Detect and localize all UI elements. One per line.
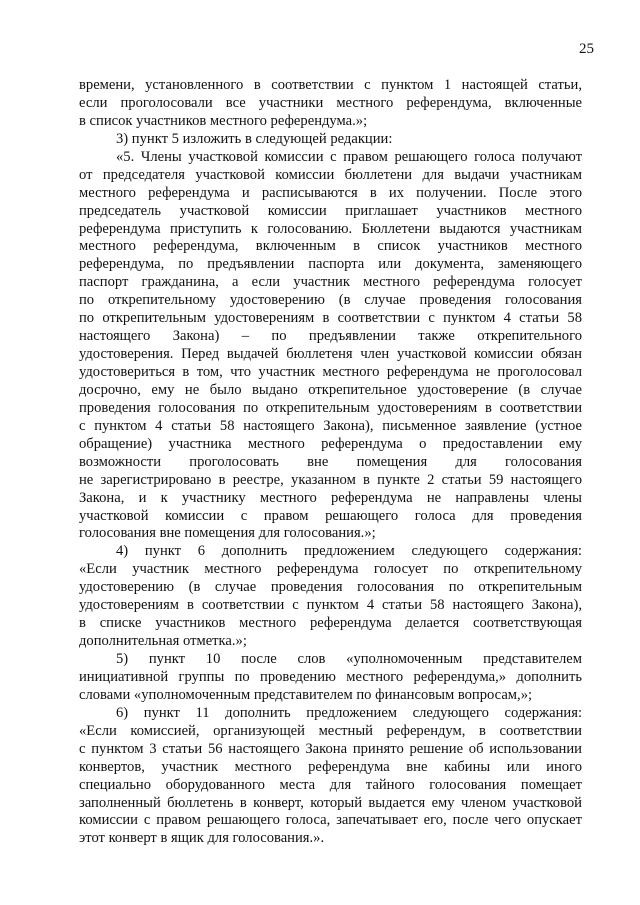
text-line: возможности проголосовать вне помещения для голосования bbox=[79, 453, 582, 470]
text-line: от председателя участковой комиссии бюллетени для выдачи участникам bbox=[79, 166, 582, 183]
text-line: обращение) участника местного референдума о предоставлении ему bbox=[79, 435, 582, 452]
text-line: 6) пункт 11 дополнить предложением следующего содержания: bbox=[116, 704, 582, 721]
text-line: с пунктом 3 статьи 56 настоящего Закона принято решение об использовании bbox=[79, 740, 582, 757]
text-line: с пунктом 4 статьи 58 настоящего Закона), письменное заявление (устное bbox=[79, 417, 582, 434]
text-line: Закона, и к участнику местного референдума не направлены члены bbox=[79, 489, 582, 506]
text-line: удостоверениям в соответствии с пунктом 4 статьи 58 настоящего Закона), bbox=[79, 597, 582, 614]
text-line: конвертов, участник местного референдума вне кабины или иного bbox=[79, 758, 582, 775]
text-line: инициативной группы по проведению местного референдума,» дополнить bbox=[79, 668, 582, 685]
text-line: председатель участковой комиссии приглашает участников местного bbox=[79, 202, 582, 219]
text-line: дополнительная отметка.»; bbox=[79, 633, 247, 650]
text-line: не зарегистрировано в реестре, указанном в пункте 2 статьи 59 настоящего bbox=[79, 471, 582, 488]
text-line: настоящего Закона) – по предъявлении также открепительного bbox=[79, 328, 582, 345]
text-line: удостоверения. Перед выдачей бюллетеня член участковой комиссии обязан bbox=[79, 346, 582, 363]
text-line: по открепительному удостоверению (в случае проведения голосования bbox=[79, 292, 582, 309]
page-number: 25 bbox=[579, 41, 594, 57]
text-line: в список участников местного референдума.»; bbox=[79, 112, 368, 129]
text-line: местного референдума, включенным в список участников местного bbox=[79, 238, 582, 255]
text-line: специально оборудованного места для тайного голосования помещает bbox=[79, 776, 582, 793]
text-line: если проголосовали все участники местного референдума, включенные bbox=[79, 94, 582, 111]
text-line: удостовериться в том, что участник местного референдума не проголосовал bbox=[79, 364, 582, 380]
text-line: этот конверт в ящик для голосования.». bbox=[79, 830, 325, 847]
text-line: «Если комиссией, организующей местный референдум, в соответствии bbox=[79, 722, 582, 739]
text-line: референдума приступить к голосованию. Бюллетени выдаются участникам bbox=[79, 220, 582, 237]
text-line: времени, установленного в соответствии с пунктом 1 настоящей статьи, bbox=[79, 77, 582, 93]
text-line: комиссии с правом решающего голоса, запечатывает его, после чего опускает bbox=[79, 812, 582, 829]
text-line: паспорт гражданина, а если участник местного референдума голосует bbox=[79, 274, 582, 291]
text-line: 5) пункт 10 после слов «уполномоченным представителем bbox=[116, 651, 582, 667]
text-line: участковой комиссии с правом решающего голоса для проведения bbox=[79, 507, 582, 524]
text-line: «5. Члены участковой комиссии с правом решающего голоса получают bbox=[116, 148, 582, 165]
text-line: по открепительным удостоверениям в соответствии с пунктом 4 статьи 58 bbox=[79, 310, 582, 327]
text-line: удостоверению (в случае проведения голосования по открепительным bbox=[79, 579, 582, 596]
text-line: местного референдума и расписываются в их получении. После этого bbox=[79, 184, 582, 201]
text-line: заполненный бюллетень в конверт, который выдается ему членом участковой bbox=[79, 794, 582, 811]
text-line: в списке участников местного референдума делается соответствующая bbox=[79, 615, 582, 632]
text-line: 3) пункт 5 изложить в следующей редакции: bbox=[116, 130, 393, 147]
text-line: 4) пункт 6 дополнить предложением следующего содержания: bbox=[116, 543, 582, 560]
text-line: досрочно, ему не было выдано открепительное удостоверение (в случае bbox=[79, 381, 582, 398]
text-line: голосования вне помещения для голосования.»; bbox=[79, 525, 376, 542]
text-line: словами «уполномоченным представителем по финансовым вопросам,»; bbox=[79, 686, 533, 703]
text-line: референдума, по предъявлении паспорта или документа, заменяющего bbox=[79, 256, 582, 273]
text-line: «Если участник местного референдума голосует по открепительному bbox=[79, 561, 582, 578]
document-text-body bbox=[79, 77, 582, 848]
text-line: проведения голосования по открепительным удостоверениям в соответствии bbox=[79, 399, 582, 416]
